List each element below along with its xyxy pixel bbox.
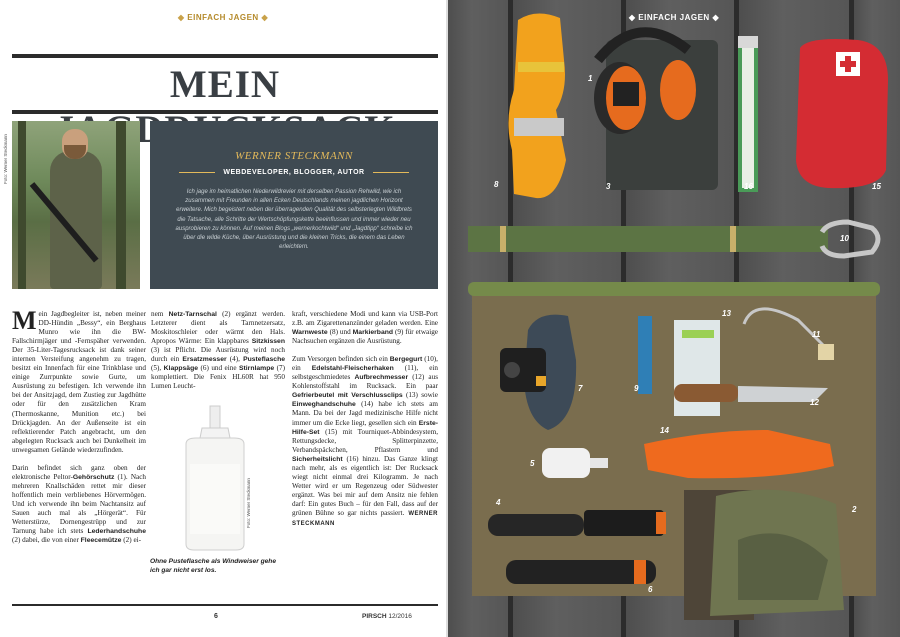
bottle-photo-credit: Foto: Werner Steckmann xyxy=(246,478,251,528)
item-label-6: 6 xyxy=(648,585,653,594)
text-run: (15) mit Tourniquet-Abbindesystem, Rettungsdecke, Splitterpinzette, Verbandspäckchen, Pflastern und xyxy=(292,427,438,454)
bold-term: Stirnlampe xyxy=(239,365,275,373)
text-run: (5), xyxy=(151,364,164,373)
diamond-icon: ◆ xyxy=(261,13,269,22)
author-photo xyxy=(12,121,140,289)
item-label-2: 2 xyxy=(852,505,857,514)
article-title: MEIN xyxy=(169,63,281,106)
bold-term: Pusteflasche xyxy=(243,356,285,364)
diamond-icon: ◆ xyxy=(177,13,185,22)
item-label-3: 3 xyxy=(606,182,611,191)
bold-term: Markierband xyxy=(352,329,394,337)
text-run: (2) ei- xyxy=(121,536,142,545)
text-column-3 xyxy=(292,310,438,538)
item-label-11: 11 xyxy=(812,330,821,339)
item-label-4: 4 xyxy=(496,498,501,507)
item-label-14: 14 xyxy=(660,426,669,435)
section-kicker-right-label: EINFACH JAGEN xyxy=(638,13,710,22)
bold-term: Sicherheitslicht xyxy=(292,455,343,463)
right-page-photo xyxy=(448,0,900,637)
text-run: (10), ein xyxy=(292,355,438,373)
author-role xyxy=(150,169,438,176)
author-bio-box xyxy=(150,121,438,289)
text-run: (3) ist Pflicht. Die Ausrüstung wird noch durch ein xyxy=(151,346,285,364)
drop-cap: M xyxy=(12,306,37,335)
text-run: (4), xyxy=(226,355,244,364)
magazine-issue: 12/2016 xyxy=(388,613,412,620)
title-rule-top xyxy=(12,54,438,58)
text-run: (14) habe ich stets am Mann. Da bei der Jagd medizinische Hilfe nicht immer um die Ecke liegt, gesellen sich ein xyxy=(292,400,438,427)
bold-term: Edelstahl-Fleischerhaken xyxy=(311,365,394,373)
author-name: WERNER STECKMANN xyxy=(235,150,353,162)
footer-rule xyxy=(12,604,438,606)
item-label-13: 13 xyxy=(722,309,731,318)
first-aid-kit-icon xyxy=(796,39,888,188)
title-rule-bottom xyxy=(12,110,438,114)
section-kicker xyxy=(0,13,446,22)
section-kicker-label: EINFACH JAGEN xyxy=(187,13,259,22)
leather-gloves-icon xyxy=(684,490,844,620)
puff-bottle-icon xyxy=(156,404,290,553)
drag-strap-icon xyxy=(468,222,878,256)
bold-term: Netz-Tarnschal xyxy=(168,311,217,318)
author-role-label: WEBDEVELOPER, BLOGGER, AUTOR xyxy=(223,169,365,176)
text-run: (12) aus Kohlenstoffstahl im Rucksack. Ein paar xyxy=(292,373,438,391)
article-signature: WERNER STECKMANN xyxy=(292,510,438,528)
item-label-15: 15 xyxy=(872,182,881,191)
bold-term: Sitzkissen xyxy=(251,338,285,346)
text-run: (1). Nach mehreren Knallschäden rettet mir dieser hoffentlich mein verbliebenes Hörvermögen. Und ich verwende ihn beim Nachtansitz auf Sauen auch mal als „Hörgerät“. Für Wetterstürze, Dornengestrüpp und zur Tarnung habe ich stets xyxy=(12,472,146,536)
text-column-2 xyxy=(151,310,285,400)
text-run: (7) komplettiert. Die Fenix HL60R hat 950 Lumen Leucht- xyxy=(151,364,285,391)
bold-term: Lederhandschuhe xyxy=(87,528,146,536)
bold-term: Bergegurt xyxy=(389,356,423,364)
text-run: (9) für etwaige Nachsuchen ergänzen die Ausrüstung. xyxy=(292,328,438,346)
marking-tape-icon xyxy=(638,316,652,394)
text-run: nem xyxy=(151,310,169,318)
magazine-name: PIRSCH xyxy=(362,613,387,620)
text-run: (13) sowie xyxy=(402,391,438,400)
text-run: Zum Versorgen befinden sich ein xyxy=(292,355,390,364)
bottle-photo xyxy=(156,404,290,553)
bold-term: Einweghandschuhe xyxy=(292,401,356,409)
warning-vest-icon xyxy=(508,13,566,198)
bold-term: Klappsäge xyxy=(163,365,199,373)
text-run: (16) hinzu. Das Ganze klingt nach mehr, als es eigentlich ist: Der Rucksack wiegt nicht einmal drei Kilogramm. Je nach Wetter wird er um Regenzeug oder Südwester ergänzt. Was bei mir auf dem Ansitz nie fehlen darf: Ein gutes Buch – für den Fall, dass auf der grünen Bühne so gar nichts passiert. xyxy=(292,454,438,517)
author-bio: Ich jage im heimatlichen Niederwildrevier mit derselben Passion Rehwild, wie ich zusammen mit Freunden in allen Ecken Deutschlands meinen jagdlichen Horizont erweitere. Mich begeistert neben der überragenden Qualität des selbsterlegten Wildbrets die Tatsache, alle Schritte der Wertschöpfungskette beeinflussen und immer wieder neu ausprobieren zu können. Auf meinen Blogs „wernerkochtwild“ und „Jagdtipp“ schreibe ich über die wilde Küche, über Ausrüstung und die kleinen Tricks, die einem das Leben erleichtern. xyxy=(175,189,413,251)
item-label-7: 7 xyxy=(578,384,583,393)
diamond-icon: ◆ xyxy=(712,13,720,22)
bold-term: Fleecemütze xyxy=(80,537,122,545)
left-page xyxy=(0,0,446,637)
text-run: (2) dabei, die von einer xyxy=(12,536,81,545)
paragraph: ein Jagdbegleiter ist, neben meiner DD-Hündin „Bessy“, ein Berghaus Munro wie ihn die BW-Fallschirmjäger und -Fernspäher verwenden. Der 35-Liter-Tagesrucksack ist dank seiner internen Versteifung angenehm zu tragen, besitzt ein Innenfach für eine Trinkblase und einige Zurrpunkte sowie Gurte, um Ausrüstung zu befestigen. Ich verwende ihn bei der Ansitzjagd, dem Zustieg zur Jagdhütte oder für den zusätzlichen Kram (Thermoskanne, Munition etc.) bei Drückjagden. An der Außenseite ist ein reflektierender Patch angebracht, um den abgelegten Rucksack auch bei Dunkelheit im unwegsamen Gelände wiederzufinden. xyxy=(12,310,146,454)
text-run: (2) ergänzt werden. Letzterer dient als Tarnnetzersatz, Moskitoschleier oder wärmt den Hals. Apropos Wärme: Ein klappbares xyxy=(151,310,285,346)
item-label-12: 12 xyxy=(810,398,819,407)
folding-saw-icon xyxy=(506,560,656,584)
text-run: (8) und xyxy=(327,328,353,337)
bold-term: Warnweste xyxy=(292,329,328,337)
safety-light-icon xyxy=(738,36,758,192)
text-run: Darin befindet sich ganz oben der elektronische Peltor- xyxy=(12,463,146,481)
text-column-1 xyxy=(12,306,146,554)
item-label-5: 5 xyxy=(530,459,535,468)
bottle-caption: Ohne Pusteflasche als Windweiser gehe ich gar nicht erst los. xyxy=(150,558,276,574)
item-label-9: 9 xyxy=(634,384,639,393)
bold-term: Erste-Hilfe-Set xyxy=(292,419,438,436)
author-photo-credit: Foto: Werner Steckmann xyxy=(3,134,8,184)
item-label-8: 8 xyxy=(494,180,499,189)
bold-term: Aufbrechmesser xyxy=(354,374,409,382)
gear-photo xyxy=(448,0,900,637)
item-label-16: 16 xyxy=(744,182,753,191)
bold-term: Ersatzmesser xyxy=(182,356,227,364)
bold-term: Gefrierbeutel mit Verschlussclips xyxy=(292,392,403,400)
text-run: kraft, verschiedene Modi und kann via USB-Port z.B. am Zigarettenanzünder geladen werden. Eine xyxy=(292,310,438,328)
magazine-folio xyxy=(362,613,412,620)
page-number: 6 xyxy=(214,613,218,620)
item-label-10: 10 xyxy=(840,234,849,243)
text-run: (6) und eine xyxy=(198,364,239,373)
section-kicker-right xyxy=(448,13,900,22)
diamond-icon: ◆ xyxy=(628,13,636,22)
item-label-1: 1 xyxy=(588,74,593,83)
bold-term: Gehörschutz xyxy=(72,473,115,481)
text-run: (11), ein selbstgeschmiedetes xyxy=(292,364,438,382)
